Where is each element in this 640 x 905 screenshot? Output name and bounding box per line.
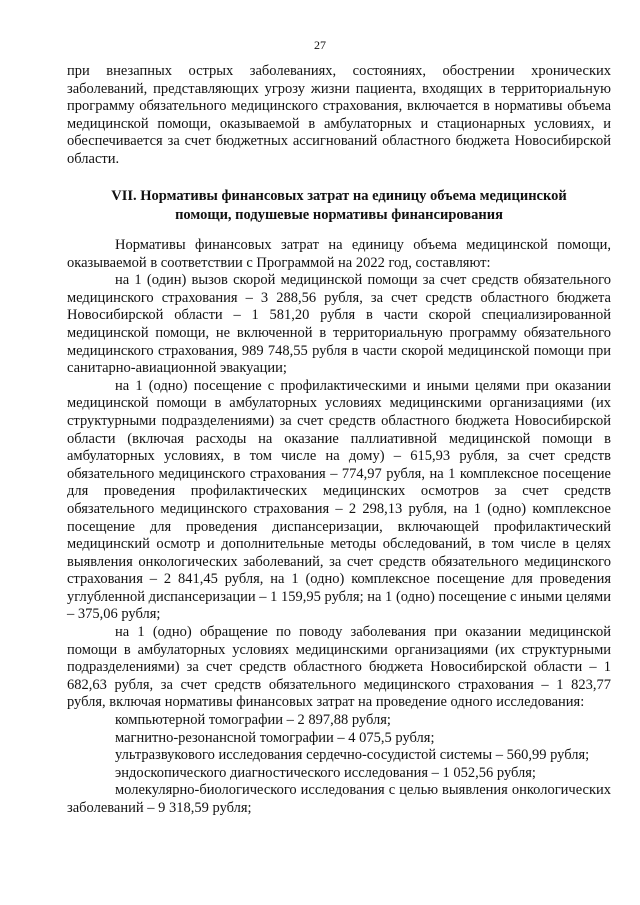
section-body	[67, 237, 611, 818]
paragraph: на 1 (одно) посещение с профилактическими и иными целями при оказании медицинской помощи в амбулаторных условиях медицинскими организациями (их структурными подразделениями) за счет средств областного бюджета Новосибирской области (включая расходы на оказание паллиативной медицинской помощи в амбулаторных условиях, в том числе на дому) – 615,93 рубля, за счет средств обязательного медицинского страхования – 774,97 рубля, на 1 комплексное посещение для проведения профилактических медицинских осмотров за счет средств обязательного медицинского страхования – 2 298,13 рубля, на 1 (одно) комплексное посещение для проведения диспансеризации, включающей профилактический медицинский осмотр и дополнительные методы обследований, в том числе в целях выявления онкологических заболеваний, за счет средств обязательного медицинского страхования – 2 841,45 рубля, на 1 (одно) комплексное посещение для проведения углубленной диспансеризации – 1 159,95 рубля; на 1 (одно) посещение с иными целями – 375,06 рубля;	[67, 377, 611, 623]
section-heading-line1: VII. Нормативы финансовых затрат на единицу объема медицинской	[111, 188, 567, 204]
list-item-final: молекулярно-биологического исследования с целью выявления онкологических заболеваний – 9 318,59 рубля;	[67, 782, 611, 816]
list-item: эндоскопического диагностического исследования – 1 052,56 рубля;	[115, 764, 536, 781]
paragraph: на 1 (один) вызов скорой медицинской помощи за счет средств обязательного медицинского страхования – 3 288,56 рубля, за счет средств областного бюджета Новосибирской области – 1 581,20 рубля в части скорой специализированной медицинской помощи, не включенной в территориальную программу обязательного медицинского страхования, 989 748,55 рубля в части скорой медицинской помощи при санитарно-авиационной эвакуации;	[67, 272, 611, 377]
section-heading	[67, 187, 611, 224]
intro-paragraph: при внезапных острых заболеваниях, состояниях, обострении хронических заболеваний, представляющих угрозу жизни пациента, входящих в территориальную программу обязательного медицинского страхования, включается в нормативы объема медицинской помощи, оказываемой в амбулаторных и стационарных условиях, и обеспечивается за счет бюджетных ассигнований областного бюджета Новосибирской области.	[67, 63, 611, 167]
list-item: компьютерной томографии – 2 897,88 рубля;	[115, 712, 391, 729]
page-number: 27	[314, 38, 326, 52]
paragraph: Нормативы финансовых затрат на единицу объема медицинской помощи, оказываемой в соответствии с Программой на 2022 год, составляют:	[67, 237, 611, 271]
section-heading-line2: помощи, подушевые нормативы финансирования	[175, 206, 503, 223]
list-item: магнитно-резонансной томографии – 4 075,5 рубля;	[115, 729, 435, 746]
list-item: ультразвукового исследования сердечно-сосудистой системы – 560,99 рубля;	[115, 747, 590, 764]
paragraph: на 1 (одно) обращение по поводу заболевания при оказании медицинской помощи в амбулаторных условиях медицинскими организациями (их структурными подразделениями) за счет средств областного бюджета Новосибирской области – 1 682,63 рубля, за счет средств обязательного медицинского страхования – 1 823,77 рубля, включая нормативы финансовых затрат на проведение одного исследования:	[67, 624, 611, 711]
intro-block	[67, 63, 611, 169]
